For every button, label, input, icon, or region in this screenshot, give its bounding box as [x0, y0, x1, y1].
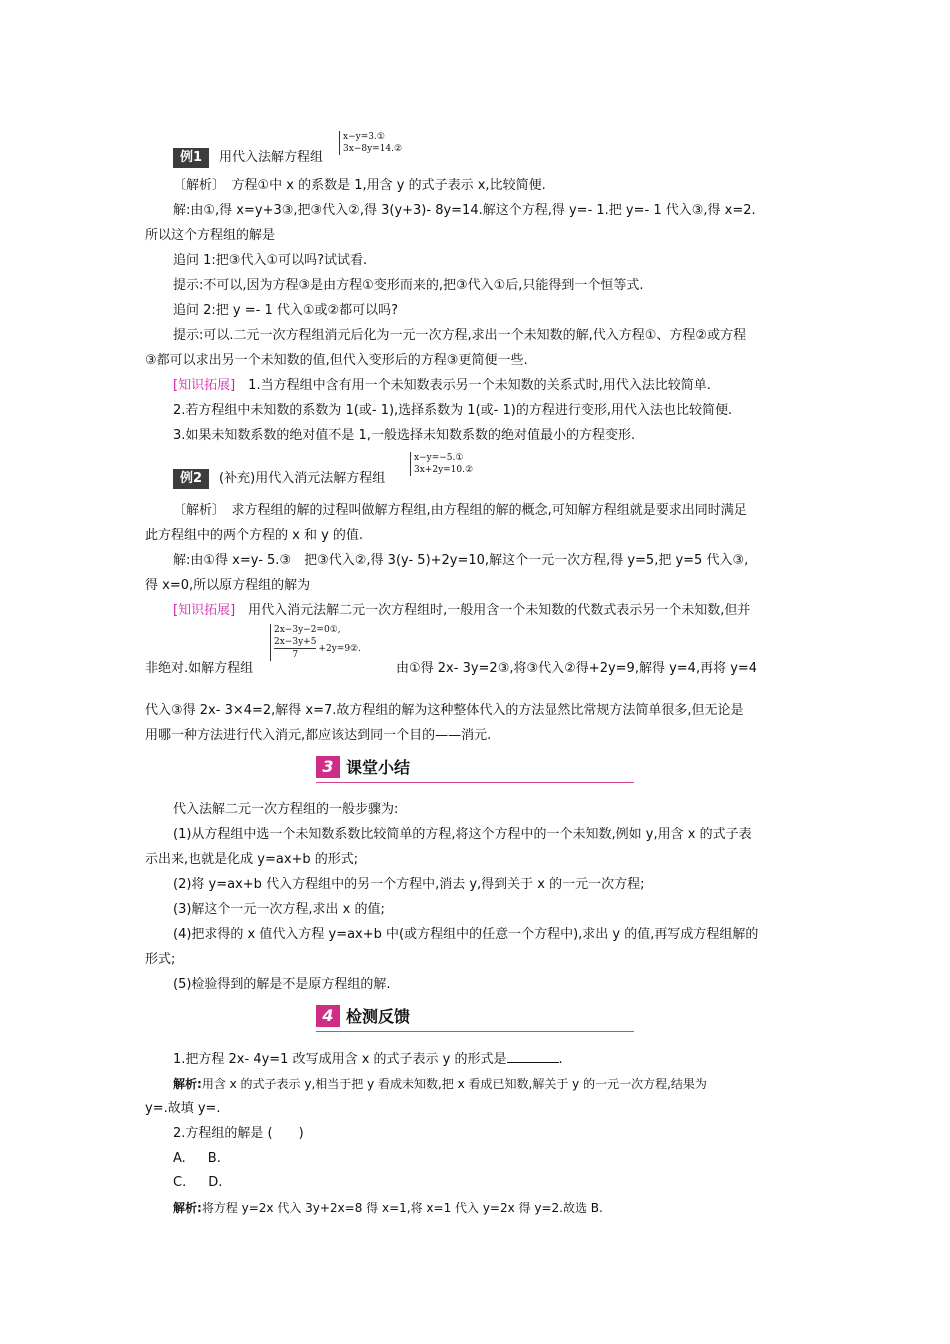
example2-ext1: [173, 602, 750, 620]
section3-header: [316, 756, 634, 783]
example1-ext3: 3.如果未知数系数的绝对值不是 1,一般选择未知数系数的绝对值最小的方程变形.: [173, 428, 636, 443]
example2-tag: 例2: [173, 469, 209, 489]
example2-analysis-line1: 〔解析〕 求方程组的解的过程叫做解方程组,由方程组的解的概念,可知解方程组就是要求出同时满足: [173, 503, 747, 518]
summary-step4-line2: 形式;: [145, 952, 176, 967]
summary-step5: (5)检验得到的解是不是原方程组的解.: [173, 977, 391, 992]
answer1-text: 用含 x 的式子表示 y,相当于把 y 看成未知数,把 x 看成已知数,解关于 y 的一元一次方程,结果为: [201, 1077, 707, 1091]
example2-eq1: x−y=−5.①: [414, 453, 464, 463]
option-b: B.: [207, 1151, 221, 1166]
example1-tag: 例1: [173, 148, 209, 168]
example2-ext-eq2: [274, 636, 361, 661]
example2-ext-equation-system: [270, 624, 361, 661]
feedback-question1: [173, 1050, 563, 1069]
example1-eq1: x−y=3.①: [343, 132, 385, 142]
example1-eq2: 3x−8y=14.②: [343, 144, 403, 154]
example1-hint2-line1: 提示:可以.二元一次方程组消元后化为一元一次方程,求出一个未知数的解,代入方程①、方程②或方程: [173, 328, 747, 343]
example1-heading: [173, 148, 323, 168]
example1-analysis: 〔解析〕 方程①中 x 的系数是 1,用含 y 的式子表示 x,比较简便.: [173, 178, 546, 193]
answer2-analysis: [173, 1199, 603, 1217]
example2-ext3: 代入③得 2x- 3×4=2,解得 x=7.故方程组的解为这种整体代入的方法显然比常规方法简单很多,但无论是: [145, 703, 744, 718]
section4-title: 检测反馈: [346, 1007, 411, 1026]
example2-ext-eq1: 2x−3y−2=0①,: [274, 625, 341, 635]
example2-ext2-prefix: 非绝对.如解方程组: [145, 661, 254, 676]
answer2-label: 解析:: [173, 1201, 202, 1215]
example1-ext1: [173, 377, 711, 395]
example1-ext2: 2.若方程组中未知数的系数为 1(或- 1),选择系数为 1(或- 1)的方程进行变形,用代入法也比较简便.: [173, 403, 733, 418]
example2-ext-eq2-rest: +2y=9②.: [318, 643, 361, 654]
fraction-numerator: 2x−3y+5: [274, 637, 317, 647]
example2-solution-line2: 得 x=0,所以原方程组的解为: [145, 578, 311, 593]
example1-equation-system: [339, 131, 402, 155]
section4-header: [316, 1005, 634, 1032]
example1-hint2-line2: ③都可以求出另一个未知数的值,但代入变形后的方程③更简便一些.: [145, 353, 528, 368]
example1-title: 用代入法解方程组: [219, 150, 324, 165]
answer1-label: 解析:: [173, 1077, 202, 1091]
feedback-question2: 2.方程组的解是 ( ): [173, 1126, 304, 1141]
summary-step2: (2)将 y=ax+b 代入方程组中的另一个方程中,消去 y,得到关于 x 的一元一次方程;: [173, 877, 645, 892]
answer1-conclusion: y=.故填 y=.: [145, 1101, 221, 1116]
summary-step4-line1: (4)把求得的 x 值代入方程 y=ax+b 中(或方程组中的任意一个方程中),求出 y 的值,再写成方程组解的: [173, 927, 759, 942]
example2-ext1-text: 用代入消元法解二元一次方程组时,一般用含一个未知数的代数式表示另一个未知数,但并: [248, 603, 751, 618]
options-row1: [173, 1150, 221, 1168]
answer-blank: [507, 1050, 559, 1063]
answer2-text: 将方程 y=2x 代入 3y+2x=8 得 x=1,将 x=1 代入 y=2x 得 y=2.故选 B.: [201, 1201, 603, 1215]
question1-end: .: [558, 1052, 563, 1067]
section4-number: 4: [316, 1005, 340, 1027]
summary-step1-line1: (1)从方程组中选一个未知数系数比较简单的方程,将这个方程中的一个未知数,例如 y,用含 x 的式子表: [173, 827, 752, 842]
knowledge-extension-label: [知识拓展]: [173, 603, 236, 618]
example2-solution-line1: 解:由①得 x=y- 5.③ 把③代入②,得 3(y- 5)+2y=10,解这个一元一次方程,得 y=5,把 y=5 代入③,: [173, 553, 749, 568]
fraction: [274, 636, 316, 661]
example2-heading: [173, 469, 385, 489]
summary-step3: (3)解这个一元一次方程,求出 x 的值;: [173, 902, 385, 917]
question1-text: 1.把方程 2x- 4y=1 改写成用含 x 的式子表示 y 的形式是: [173, 1052, 507, 1067]
answer1-analysis: [173, 1075, 707, 1093]
example1-question1: 追问 1:把③代入①可以吗?试试看.: [173, 253, 368, 268]
option-a: A.: [173, 1151, 186, 1166]
example2-equation-system: [410, 452, 473, 476]
example1-ext1-text: 1.当方程组中含有用一个未知数表示另一个未知数的关系式时,用代入法比较简单.: [248, 378, 711, 393]
summary-step1-line2: 示出来,也就是化成 y=ax+b 的形式;: [145, 852, 359, 867]
example1-hint1: 提示:不可以,因为方程③是由方程①变形而来的,把③代入①后,只能得到一个恒等式.: [173, 278, 644, 293]
example1-solution-line1: 解:由①,得 x=y+3③,把③代入②,得 3(y+3)- 8y=14.解这个方程,得 y=- 1.把 y=- 1 代入③,得 x=2.: [173, 203, 756, 218]
example2-ext2-suffix: 由①得 2x- 3y=2③,将③代入②得+2y=9,解得 y=4,再将 y=4: [396, 661, 758, 676]
option-d: D.: [208, 1175, 223, 1190]
example1-solution-line2: 所以这个方程组的解是: [145, 228, 276, 243]
example2-analysis-line2: 此方程组中的两个方程的 x 和 y 的值.: [145, 528, 364, 543]
section3-title: 课堂小结: [346, 758, 411, 777]
section3-number: 3: [316, 756, 340, 778]
example2-title: (补充)用代入消元法解方程组: [219, 471, 386, 486]
summary-intro: 代入法解二元一次方程组的一般步骤为:: [173, 802, 399, 817]
example2-eq2: 3x+2y=10.②: [414, 465, 474, 475]
option-c: C.: [173, 1175, 187, 1190]
options-row2: [173, 1174, 222, 1192]
example2-ext4: 用哪一种方法进行代入消元,都应该达到同一个目的——消元.: [145, 728, 492, 743]
fraction-denominator: 7: [292, 650, 299, 660]
knowledge-extension-label: [知识拓展]: [173, 378, 236, 393]
example1-question2: 追问 2:把 y =- 1 代入①或②都可以吗?: [173, 303, 399, 318]
